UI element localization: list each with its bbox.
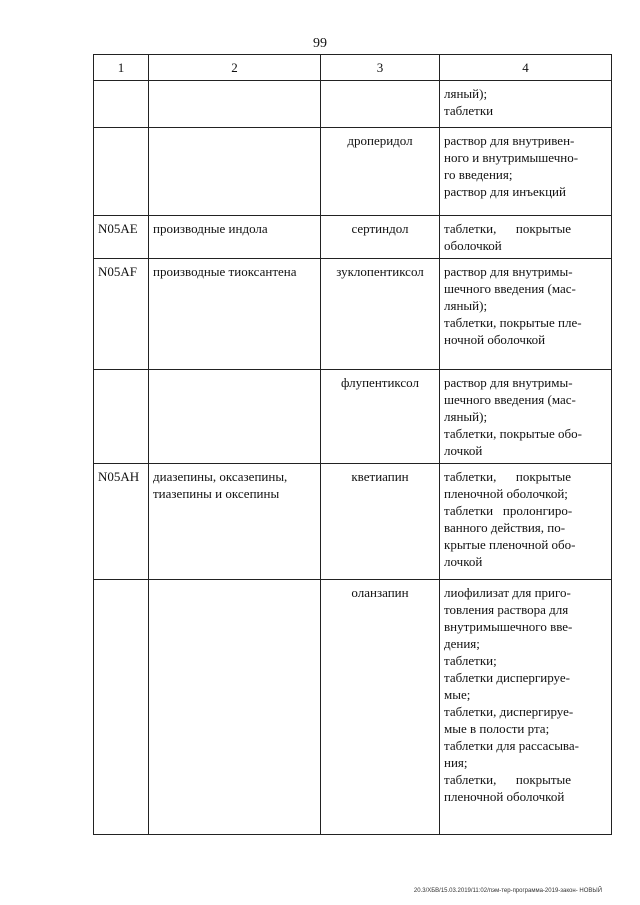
dosage-form-line: товления раствора для (444, 602, 569, 617)
table-row (94, 128, 612, 216)
atc-code-cell (94, 580, 149, 835)
dosage-form-line: таблетки для рассасыва- (444, 738, 580, 753)
atc-code-cell: N05AF (94, 259, 149, 370)
drug-name-cell: сертиндол (321, 216, 440, 259)
dosage-form-line: таблетки, покрытые (444, 469, 572, 484)
atc-code-cell: N05AH (94, 464, 149, 580)
dosage-form-line: крытые пленочной обо- (444, 537, 576, 552)
header-cell-2: 2 (149, 55, 321, 81)
atc-code-cell: N05AE (94, 216, 149, 259)
footer-document-id: 20.3/ХБВ/15.03.2019/11:02/пэм-тер-программа-2019-закон- НОВЫЙ (413, 888, 602, 894)
dosage-form-line: шечного введения (мас- (444, 281, 576, 296)
atc-code-cell (94, 81, 149, 128)
dosage-form-line: таблетки, покрытые пле- (444, 315, 582, 330)
dosage-form-line: мые в полости рта; (444, 721, 550, 736)
table-row (94, 216, 612, 259)
table-row (94, 259, 612, 370)
header-cell-4: 4 (440, 55, 612, 81)
dosage-form-line: таблетки пролонгиро- (444, 503, 573, 518)
drug-name-cell: оланзапин (321, 580, 440, 835)
dosage-form-line: пленочной оболочкой (444, 789, 565, 804)
group-name-cell (149, 580, 321, 835)
group-name-cell: диазепины, оксазепины, тиазепины и оксепины (149, 464, 321, 580)
dosage-forms-cell (440, 370, 612, 464)
dosage-form-line: ляный); (444, 86, 488, 101)
dosage-forms-cell (440, 128, 612, 216)
dosage-form-line: лочкой (444, 554, 483, 569)
table-row (94, 464, 612, 580)
group-name-cell (149, 128, 321, 216)
table-row (94, 580, 612, 835)
dosage-forms-cell (440, 81, 612, 128)
dosage-form-line: внутримышечного вве- (444, 619, 573, 634)
group-name-cell: производные индола (149, 216, 321, 259)
drug-name-cell (321, 81, 440, 128)
dosage-form-line: ночной оболочкой (444, 332, 546, 347)
dosage-form-line: ного и внутримышечно- (444, 150, 579, 165)
dosage-form-line: лиофилизат для приго- (444, 585, 571, 600)
dosage-form-line: раствор для внутримы- (444, 264, 573, 279)
group-name-cell (149, 370, 321, 464)
atc-code-cell (94, 370, 149, 464)
dosage-form-line: го введения; (444, 167, 513, 182)
table-row (94, 81, 612, 128)
dosage-form-line: таблетки, покрытые (444, 772, 572, 787)
group-name-cell (149, 81, 321, 128)
drug-name-cell: кветиапин (321, 464, 440, 580)
table-row (94, 370, 612, 464)
page-number: 99 (313, 36, 327, 51)
dosage-forms-cell (440, 216, 612, 259)
dosage-form-line: таблетки, покрытые (444, 221, 572, 236)
dosage-form-line: пленочной оболочкой; (444, 486, 568, 501)
dosage-form-line: мые; (444, 687, 471, 702)
dosage-form-line: таблетки, покрытые обо- (444, 426, 582, 441)
drug-name-cell: флупентиксол (321, 370, 440, 464)
dosage-form-line: шечного введения (мас- (444, 392, 576, 407)
dosage-form-line: таблетки, диспергируе- (444, 704, 574, 719)
dosage-form-line: раствор для внутримы- (444, 375, 573, 390)
atc-code-cell (94, 128, 149, 216)
dosage-form-line: раствор для инъекций (444, 184, 566, 199)
dosage-form-line: ванного действия, по- (444, 520, 566, 535)
dosage-form-line: таблетки (444, 103, 494, 118)
dosage-forms-cell (440, 580, 612, 835)
dosage-form-line: оболочкой (444, 238, 502, 253)
drug-name-cell: зуклопентиксол (321, 259, 440, 370)
header-cell-1: 1 (94, 55, 149, 81)
dosage-form-line: дения; (444, 636, 480, 651)
dosage-form-line: ляный); (444, 298, 488, 313)
group-name-cell: производные тиоксантена (149, 259, 321, 370)
dosage-form-line: таблетки диспергируе- (444, 670, 570, 685)
header-cell-3: 3 (321, 55, 440, 81)
dosage-form-line: лочкой (444, 443, 483, 458)
dosage-form-line: ляный); (444, 409, 488, 424)
dosage-form-line: таблетки; (444, 653, 497, 668)
table-header-row (94, 55, 612, 81)
drug-table (93, 54, 612, 835)
dosage-form-line: раствор для внутривен- (444, 133, 575, 148)
dosage-forms-cell (440, 464, 612, 580)
dosage-form-line: ния; (444, 755, 468, 770)
drug-name-cell: дроперидол (321, 128, 440, 216)
dosage-forms-cell (440, 259, 612, 370)
